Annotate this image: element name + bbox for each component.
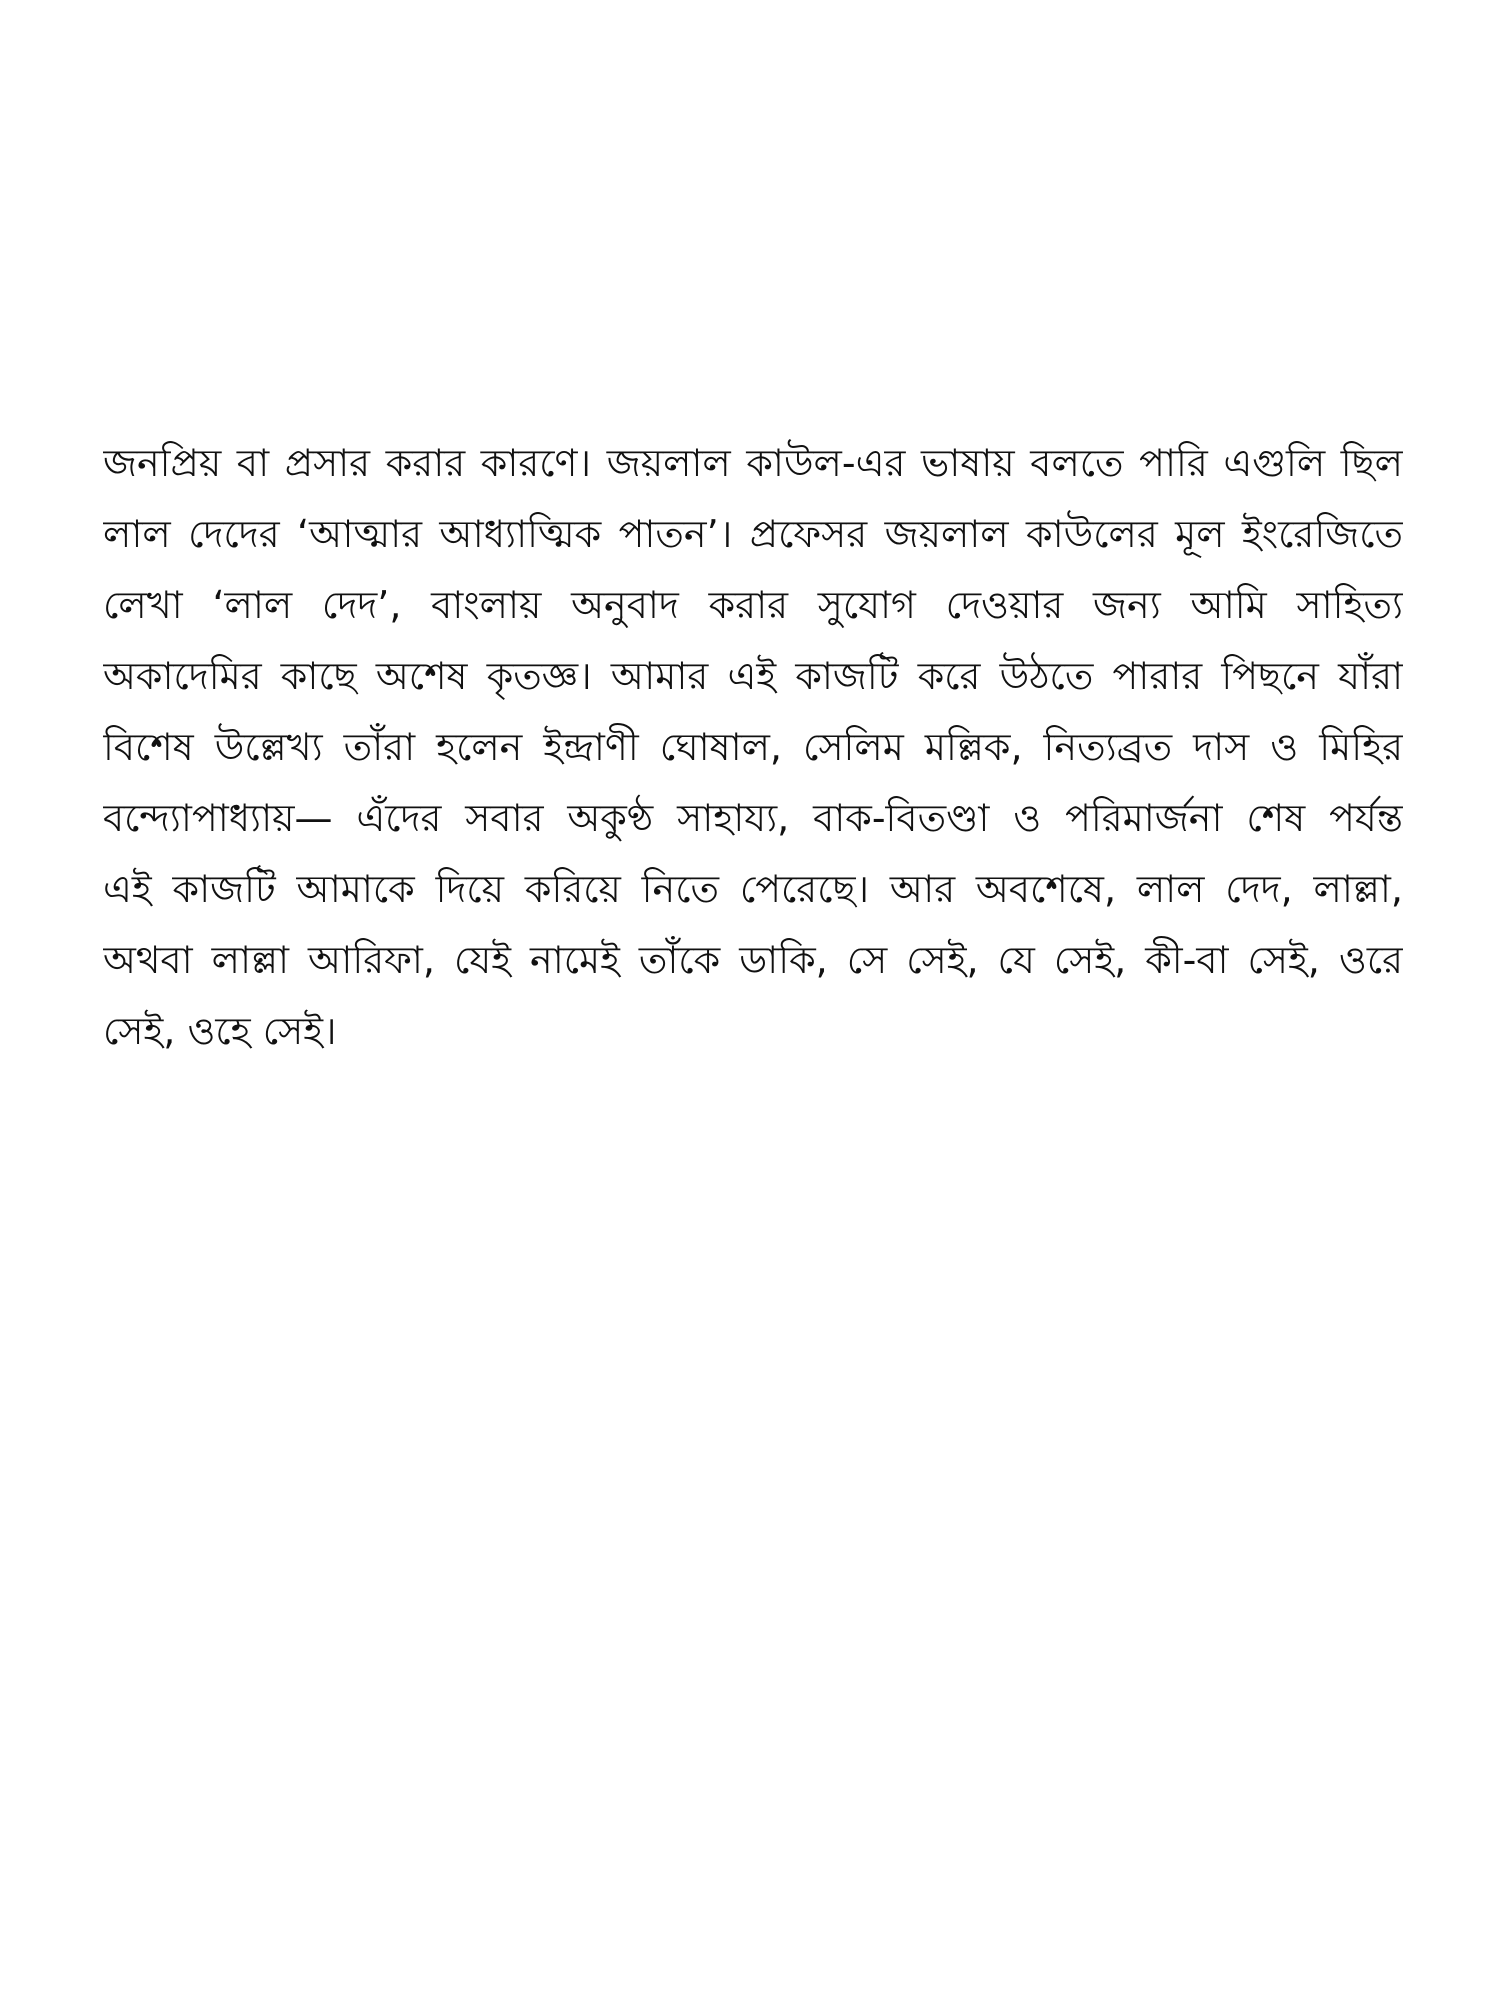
paragraph-line-5: বিশেষ উল্লেখ্য তাঁরা হলেন ইন্দ্রাণী ঘোষাল, সেলিম মল্লিক, নিত্যব্রত দাস ও মিহির xyxy=(103,725,1403,769)
paragraph-line-3: লেখা ‘লাল দেদ’, বাংলায় অনুবাদ করার সুযোগ দেওয়ার জন্য আমি সাহিত্য xyxy=(103,583,1403,627)
paragraph-line-4: অকাদেমির কাছে অশেষ কৃতজ্ঞ। আমার এই কাজটি করে উঠতে পারার পিছনে যাঁরা xyxy=(103,654,1403,698)
paragraph-line-7: এই কাজটি আমাকে দিয়ে করিয়ে নিতে পেরেছে। আর অবশেষে, লাল দেদ, লাল্লা, xyxy=(103,867,1403,911)
paragraph-line-1: জনপ্রিয় বা প্রসার করার কারণে। জয়লাল কাউল-এর ভাষায় বলতে পারি এগুলি ছিল xyxy=(103,441,1403,485)
paragraph-line-6: বন্দ্যোপাধ্যায়— এঁদের সবার অকুণ্ঠ সাহায্য, বাক-বিতণ্ডা ও পরিমার্জনা শেষ পর্যন্ত xyxy=(103,796,1403,840)
paragraph-line-2: লাল দেদের ‘আত্মার আধ্যাত্মিক পাতন’। প্রফেসর জয়লাল কাউলের মূল ইংরেজিতে xyxy=(103,512,1403,556)
body-paragraph xyxy=(103,428,1403,1067)
paragraph-line-8: অথবা লাল্লা আরিফা, যেই নামেই তাঁকে ডাকি, সে সেই, যে সেই, কী-বা সেই, ওরে xyxy=(103,938,1403,982)
paragraph-line-9: সেই, ওহে সেই। xyxy=(103,1009,337,1053)
